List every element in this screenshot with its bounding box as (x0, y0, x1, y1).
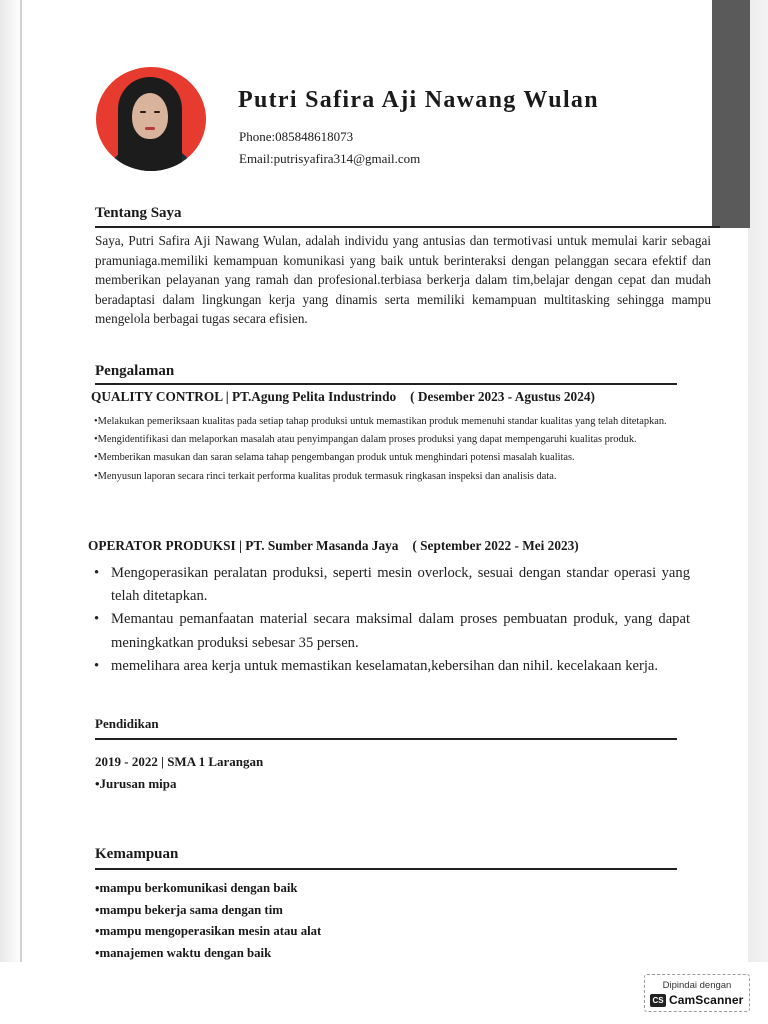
email-line: Email:putrisyafira314@gmail.com (239, 151, 421, 166)
about-paragraph: Saya, Putri Safira Aji Nawang Wulan, adalah individu yang antusias dan termotivasi untuk memulai karir sebagai pramuniaga.memiliki kemampuan komunikasi yang baik untuk berinteraksi dengan pelanggan secara efektif dan memberikan pelayanan yang ramah dan profesional.terbiasa berkerja dalam tim,belajar dengan cepat dan mudah beradaptasi dalam lingkungan kerja yang dinamis serta memiliki kemampuan multitasking sehingga mampu mengelola berbagai tugas secara efisien. (95, 233, 711, 326)
camscanner-watermark (644, 974, 750, 1012)
candidate-name: Putri Safira Aji Nawang Wulan (238, 87, 599, 113)
skills-divider (95, 868, 677, 870)
profile-photo (96, 67, 206, 171)
about-heading: Tentang Saya (95, 205, 182, 221)
education-divider (95, 738, 677, 740)
photo-face (132, 93, 168, 139)
list-item: •Memberikan masukan dan saran selama tahap pengembangan produk untuk menghindari potensi masalah kualitas. (94, 452, 575, 464)
watermark-caption: Dipindai dengan (662, 980, 732, 991)
scan-right-shadow (748, 0, 768, 962)
job-period: ( Desember 2023 - Agustus 2024) (410, 389, 595, 404)
list-item: • memelihara area kerja untuk memastikan keselamatan,kebersihan dan nihil. kecelakaan kerja. (94, 655, 690, 678)
skill-item: •mampu mengoperasikan mesin atau alat (95, 924, 322, 938)
skill-item: •mampu berkomunikasi dengan baik (95, 881, 298, 895)
job-bullets-operator-produksi (94, 562, 690, 678)
watermark-app-name: CamScanner (669, 993, 744, 1007)
photo-lips (145, 127, 155, 130)
scan-left-shadow (0, 0, 22, 962)
list-item: •Mengidentifikasi dan melaporkan masalah atau penyimpangan dalam proses produksi yang dapat mempengaruhi kualitas produk. (94, 434, 637, 446)
photo-eye-left (140, 111, 146, 113)
job-role: OPERATOR PRODUKSI | PT. Sumber Masanda Jaya (88, 538, 399, 553)
phone-line: Phone:085848618073 (239, 129, 354, 144)
skill-item: •manajemen waktu dengan baik (95, 946, 272, 960)
about-divider (95, 226, 720, 228)
experience-heading: Pengalaman (95, 363, 175, 379)
education-heading: Pendidikan (95, 716, 159, 731)
list-item: • Memantau pemanfaatan material secara maksimal dalam proses pembuatan produk, yang dapat meningkatkan produksi sebesar 35 persen. (94, 608, 690, 654)
list-item: • Mengoperasikan peralatan produksi, seperti mesin overlock, sesuai dengan standar operasi yang telah ditetapkan. (94, 562, 690, 608)
experience-divider (95, 383, 677, 385)
job-period: ( September 2022 - Mei 2023) (412, 538, 579, 553)
job-bullets-quality-control (94, 413, 720, 486)
list-item: •Menyusun laporan secara rinci terkait performa kualitas produk termasuk ringkasan inspeksi dan analisis data. (94, 470, 557, 482)
photo-eye-right (154, 111, 160, 113)
education-entry: 2019 - 2022 | SMA 1 Larangan (95, 754, 264, 769)
scan-left-border (20, 0, 22, 962)
job-role: QUALITY CONTROL | PT.Agung Pelita Industrindo (91, 389, 397, 404)
skills-heading: Kemampuan (95, 846, 179, 862)
job-title-operator-produksi (88, 538, 579, 554)
scan-dark-tab (712, 0, 750, 228)
camscanner-logo-icon: CS (650, 994, 666, 1007)
skill-item: •mampu bekerja sama dengan tim (95, 903, 283, 917)
list-item: •Melakukan pemeriksaan kualitas pada setiap tahap produksi untuk memastikan produk memenuhi standar kualitas yang telah ditetapkan. (94, 416, 667, 427)
education-major: •Jurusan mipa (95, 776, 177, 791)
job-title-quality-control (91, 389, 595, 405)
